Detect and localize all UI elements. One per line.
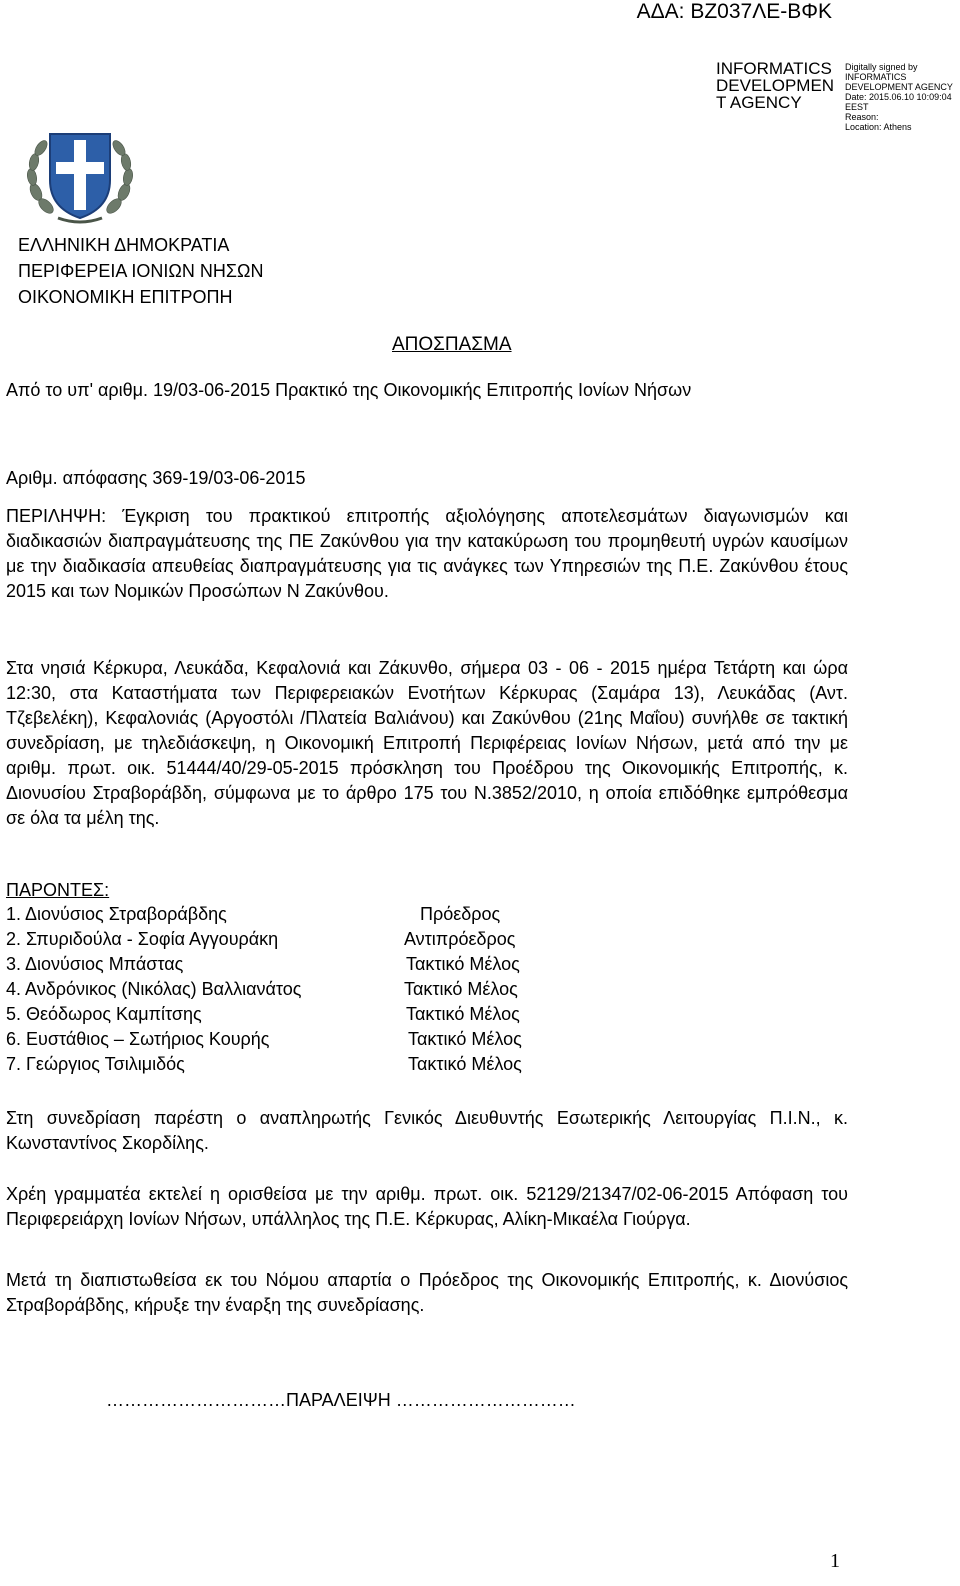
member-name: 6. Ευστάθιος – Σωτήριος Κουρής [6, 1029, 270, 1049]
member-name: 3. Διονύσιος Μπάστας [6, 954, 184, 974]
signature-org-line: DEVELOPMEN [716, 76, 835, 95]
signature-org-line: T AGENCY [716, 93, 802, 112]
digital-signature-org [716, 60, 841, 111]
quorum-paragraph: Μετά τη διαπιστωθείσα εκ του Νόμου απαρτία ο Πρόεδρος της Οικονομικής Επιτροπής, κ. Διονύσιος Στραβοράβδης, κήρυξε την έναρξη της συνεδρίασης. [6, 1270, 848, 1315]
signature-info-line: Date: 2015.06.10 10:09:04 [845, 92, 952, 102]
decision-number: Αριθμ. απόφασης 369-19/03-06-2015 [6, 468, 306, 488]
header-line-committee: ΟΙΚΟΝΟΜΙΚΗ ΕΠΙΤΡΟΠΗ [18, 287, 233, 307]
omission-marker: …………………………ΠΑΡΑΛΕΙΨΗ ………………………… [106, 1390, 576, 1410]
member-name: 5. Θεόδωρος Καμπίτσης [6, 1004, 202, 1024]
signature-org-line: INFORMATICS [716, 59, 832, 78]
header-line-republic: ΕΛΛΗΝΙΚΗ ΔΗΜΟΚΡΑΤΙΑ [18, 235, 230, 255]
member-name: 4. Ανδρόνικος (Νικόλας) Βαλλιανάτος [6, 979, 302, 999]
member-role: Τακτικό Μέλος [406, 954, 520, 974]
document-title: ΑΠΟΣΠΑΣΜΑ [392, 334, 512, 355]
member-name: 1. Διονύσιος Στραβοράβδης [6, 904, 227, 924]
digital-signature-info [845, 62, 953, 132]
summary-paragraph [6, 504, 848, 604]
signature-info-line: INFORMATICS [845, 72, 907, 82]
member-role: Πρόεδρος [420, 904, 501, 924]
signature-info-line: Digitally signed by [845, 62, 918, 72]
member-role: Τακτικό Μέλος [408, 1029, 522, 1049]
page-number: 1 [830, 1550, 840, 1572]
member-name: 2. Σπυριδούλα - Σοφία Αγγουράκη [6, 929, 279, 949]
member-role: Τακτικό Μέλος [404, 979, 518, 999]
present-heading: ΠΑΡΟΝΤΕΣ: [6, 880, 110, 900]
signature-info-line: Location: Athens [845, 122, 912, 132]
attendance-paragraph: Στη συνεδρίαση παρέστη ο αναπληρωτής Γενικός Διευθυντής Εσωτερικής Λειτουργίας Π.Ι.Ν., κ. Κωνσταντίνος Σκορδίλης. [6, 1108, 848, 1153]
extract-from-text: Από το υπ' αριθμ. 19/03-06-2015 Πρακτικό της Οικονομικής Επιτροπής Ιονίων Νήσων [6, 380, 692, 400]
greek-coat-of-arms-icon [24, 122, 136, 228]
member-name: 7. Γεώργιος Τσιλιμιδός [6, 1054, 185, 1074]
signature-info-line: Reason: [845, 112, 879, 122]
signature-info-line: EEST [845, 102, 869, 112]
secretary-paragraph: Χρέη γραμματέα εκτελεί η ορισθείσα με την αριθμ. πρωτ. οικ. 52129/21347/02-06-2015 Απόφαση του Περιφερειάρχη Ιονίων Νήσων, υπάλληλος της Π.Ε. Κέρκυρας, Αλίκη-Μικαέλα Γιούργα. [6, 1184, 848, 1229]
ada-code: ΑΔΑ: ΒΖ037ΛΕ-ΒΦΚ [636, 0, 832, 23]
member-role: Αντιπρόεδρος [404, 929, 516, 949]
issuer-header [18, 232, 263, 310]
summary-text: Έγκριση του πρακτικού επιτροπής αξιολόγησης αποτελεσμάτων διαγωνισμών και διαδικασιών διαπραγμάτευσης της ΠΕ Ζακύνθου για την κατακύρωση του προμηθευτή υγρών καυσίμων με την διαδικασία απευθείας διαπραγμάτευσης για τις ανάγκες των Υπηρεσιών της Π.Ε. Ζακύνθου έτους 2015 και των Νομικών Προσώπων Ν Ζακύνθου. [6, 506, 848, 601]
intro-paragraph: Στα νησιά Κέρκυρα, Λευκάδα, Κεφαλονιά και Ζάκυνθο, σήμερα 03 - 06 - 2015 ημέρα Τετάρτη και ώρα 12:30, στα Καταστήματα των Περιφερειακών Ενοτήτων Κέρκυρας (Σαμάρα 13), Λευκάδας (Αντ. Τζεβελέκη), Κεφαλονιάς (Αργοστόλι /Πλατεία Βαλιάνου) και Ζακύνθου (21ης Μαΐου) συνήλθε σε τακτική συνεδρίαση, με τηλεδιάσκεψη, η Οικονομική Επιτροπή Περιφέρειας Ιονίων Νήσων, μετά από την με αριθμ. πρωτ. οικ. 51444/40/29-05-2015 πρόσκληση του Προέδρου της Οικονομικής Επιτροπής, κ. Διονυσίου Στραβοράβδη, σύμφωνα με το άρθρο 175 του Ν.3852/2010, η οποία επιδόθηκε εμπρόθεσμα σε όλα τα μέλη της. [6, 658, 848, 828]
signature-info-line: DEVELOPMENT AGENCY [845, 82, 953, 92]
summary-label: ΠΕΡΙΛΗΨΗ: [6, 506, 107, 526]
header-line-region: ΠΕΡΙΦΕΡΕΙΑ ΙΟΝΙΩΝ ΝΗΣΩΝ [18, 261, 264, 281]
member-role: Τακτικό Μέλος [408, 1054, 522, 1074]
member-role: Τακτικό Μέλος [406, 1004, 520, 1024]
